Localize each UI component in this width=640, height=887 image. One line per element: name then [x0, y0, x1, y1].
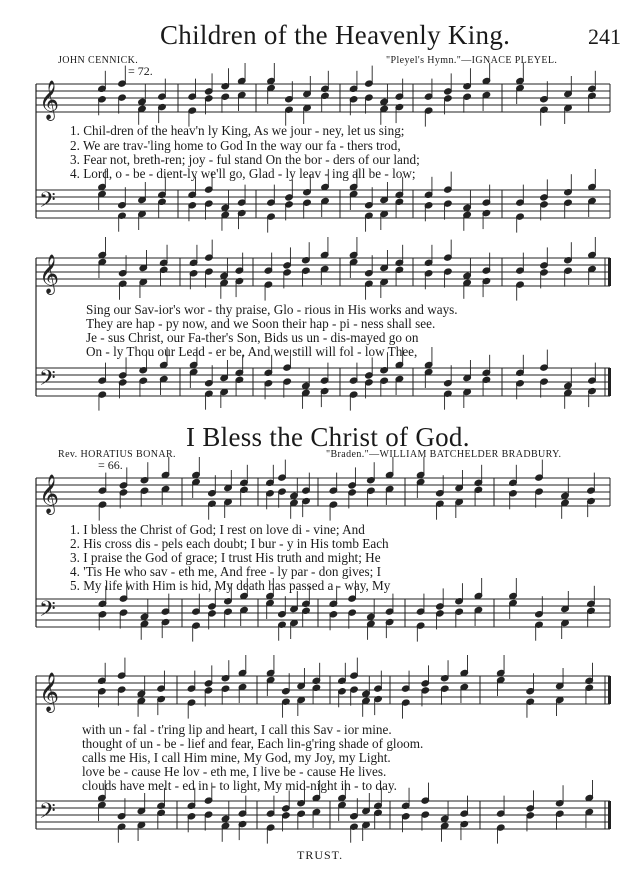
author-credit-2: Rev. HORATIUS BONAR. — [58, 449, 176, 460]
treble-clef-icon: 𝄞 — [39, 672, 60, 712]
lyric-line: 2. We are trav-'ling home to God In the way our fa - thers trod, — [70, 138, 401, 153]
final-bar-line — [608, 676, 611, 704]
tempo-marking-2: = 66. — [98, 458, 123, 472]
treble-clef-icon: 𝄞 — [39, 474, 60, 514]
lyric-line: Je - sus Christ, our Fa-ther's Son, Bids us un - dis-mayed go on — [86, 330, 419, 345]
tune-credit-2: "Braden."—WILLIAM BATCHELDER BRADBURY. — [326, 449, 562, 460]
final-bar-line — [608, 368, 611, 396]
hymn-title-2: I Bless the Christ of God. — [186, 422, 470, 452]
lyric-line: 4. 'Tis He who sav - eth me, And free - ly par - don gives; I — [70, 564, 382, 579]
lyric-line: with un - fal - t'ring lip and heart, I call this Sav - ior mine. — [82, 722, 392, 737]
lyric-line: 3. Fear not, breth-ren; joy - ful stand On the bor - ders of our land; — [70, 152, 420, 167]
final-bar-line — [608, 801, 611, 829]
lyric-line: Sing our Sav-ior's wor - thy praise, Glo - rious in His works and ways. — [86, 302, 458, 317]
treble-clef-icon: 𝄞 — [39, 80, 60, 120]
lyric-line: They are hap - py now, and we Soon their hap - pi - ness shall see. — [86, 316, 436, 331]
hymn-title-1: Children of the Heavenly King. — [160, 20, 511, 50]
final-bar-line — [608, 258, 611, 286]
author-credit-1: JOHN CENNICK. — [58, 55, 139, 66]
bass-clef-icon: 𝄢 — [39, 366, 56, 396]
lyric-line: 2. His cross dis - pels each doubt; I bur - y in His tomb Each — [70, 536, 389, 551]
bass-clef-icon: 𝄢 — [39, 799, 56, 829]
bass-clef-icon: 𝄢 — [39, 597, 56, 627]
lyric-line: 3. I praise the God of grace; I trust His truth and might; He — [70, 550, 381, 565]
lyric-line: thought of un - be - lief and fear, Each lin-g'ring shade of gloom. — [82, 736, 424, 751]
lyric-line: 1. I bless the Christ of God; I rest on love di - vine; And — [70, 522, 365, 537]
tempo-marking-1: = 72. — [128, 64, 153, 78]
lyric-line: 4. Lord, o - be - dient-ly we'll go, Glad - ly leav - ing all be - low; — [70, 166, 416, 181]
treble-clef-icon: 𝄞 — [39, 254, 60, 294]
lyric-line: calls me His, I call Him mine, My God, my Joy, my Light. — [82, 750, 391, 765]
lyric-line: 1. Chil-dren of the heav'n ly King, As we jour - ney, let us sing; — [70, 123, 405, 138]
lyric-line: clouds have melt - ed in - to light, My mid-night in - to day. — [82, 778, 397, 793]
lyric-line: 5. My life with Him is hid, My death has passed a - way, My — [70, 578, 391, 593]
footer-tune-name: TRUST. — [297, 848, 344, 862]
bass-clef-icon: 𝄢 — [39, 188, 56, 218]
page-number: 241 — [588, 24, 621, 49]
lyric-line: love be - cause He lov - eth me, I live be - cause He lives. — [82, 764, 387, 779]
lyric-line: On - ly Thou our Lead - er be, And we still will fol - low Thee, — [86, 344, 418, 359]
tune-credit-1: "Pleyel's Hymn."—IGNACE PLEYEL. — [386, 55, 558, 66]
